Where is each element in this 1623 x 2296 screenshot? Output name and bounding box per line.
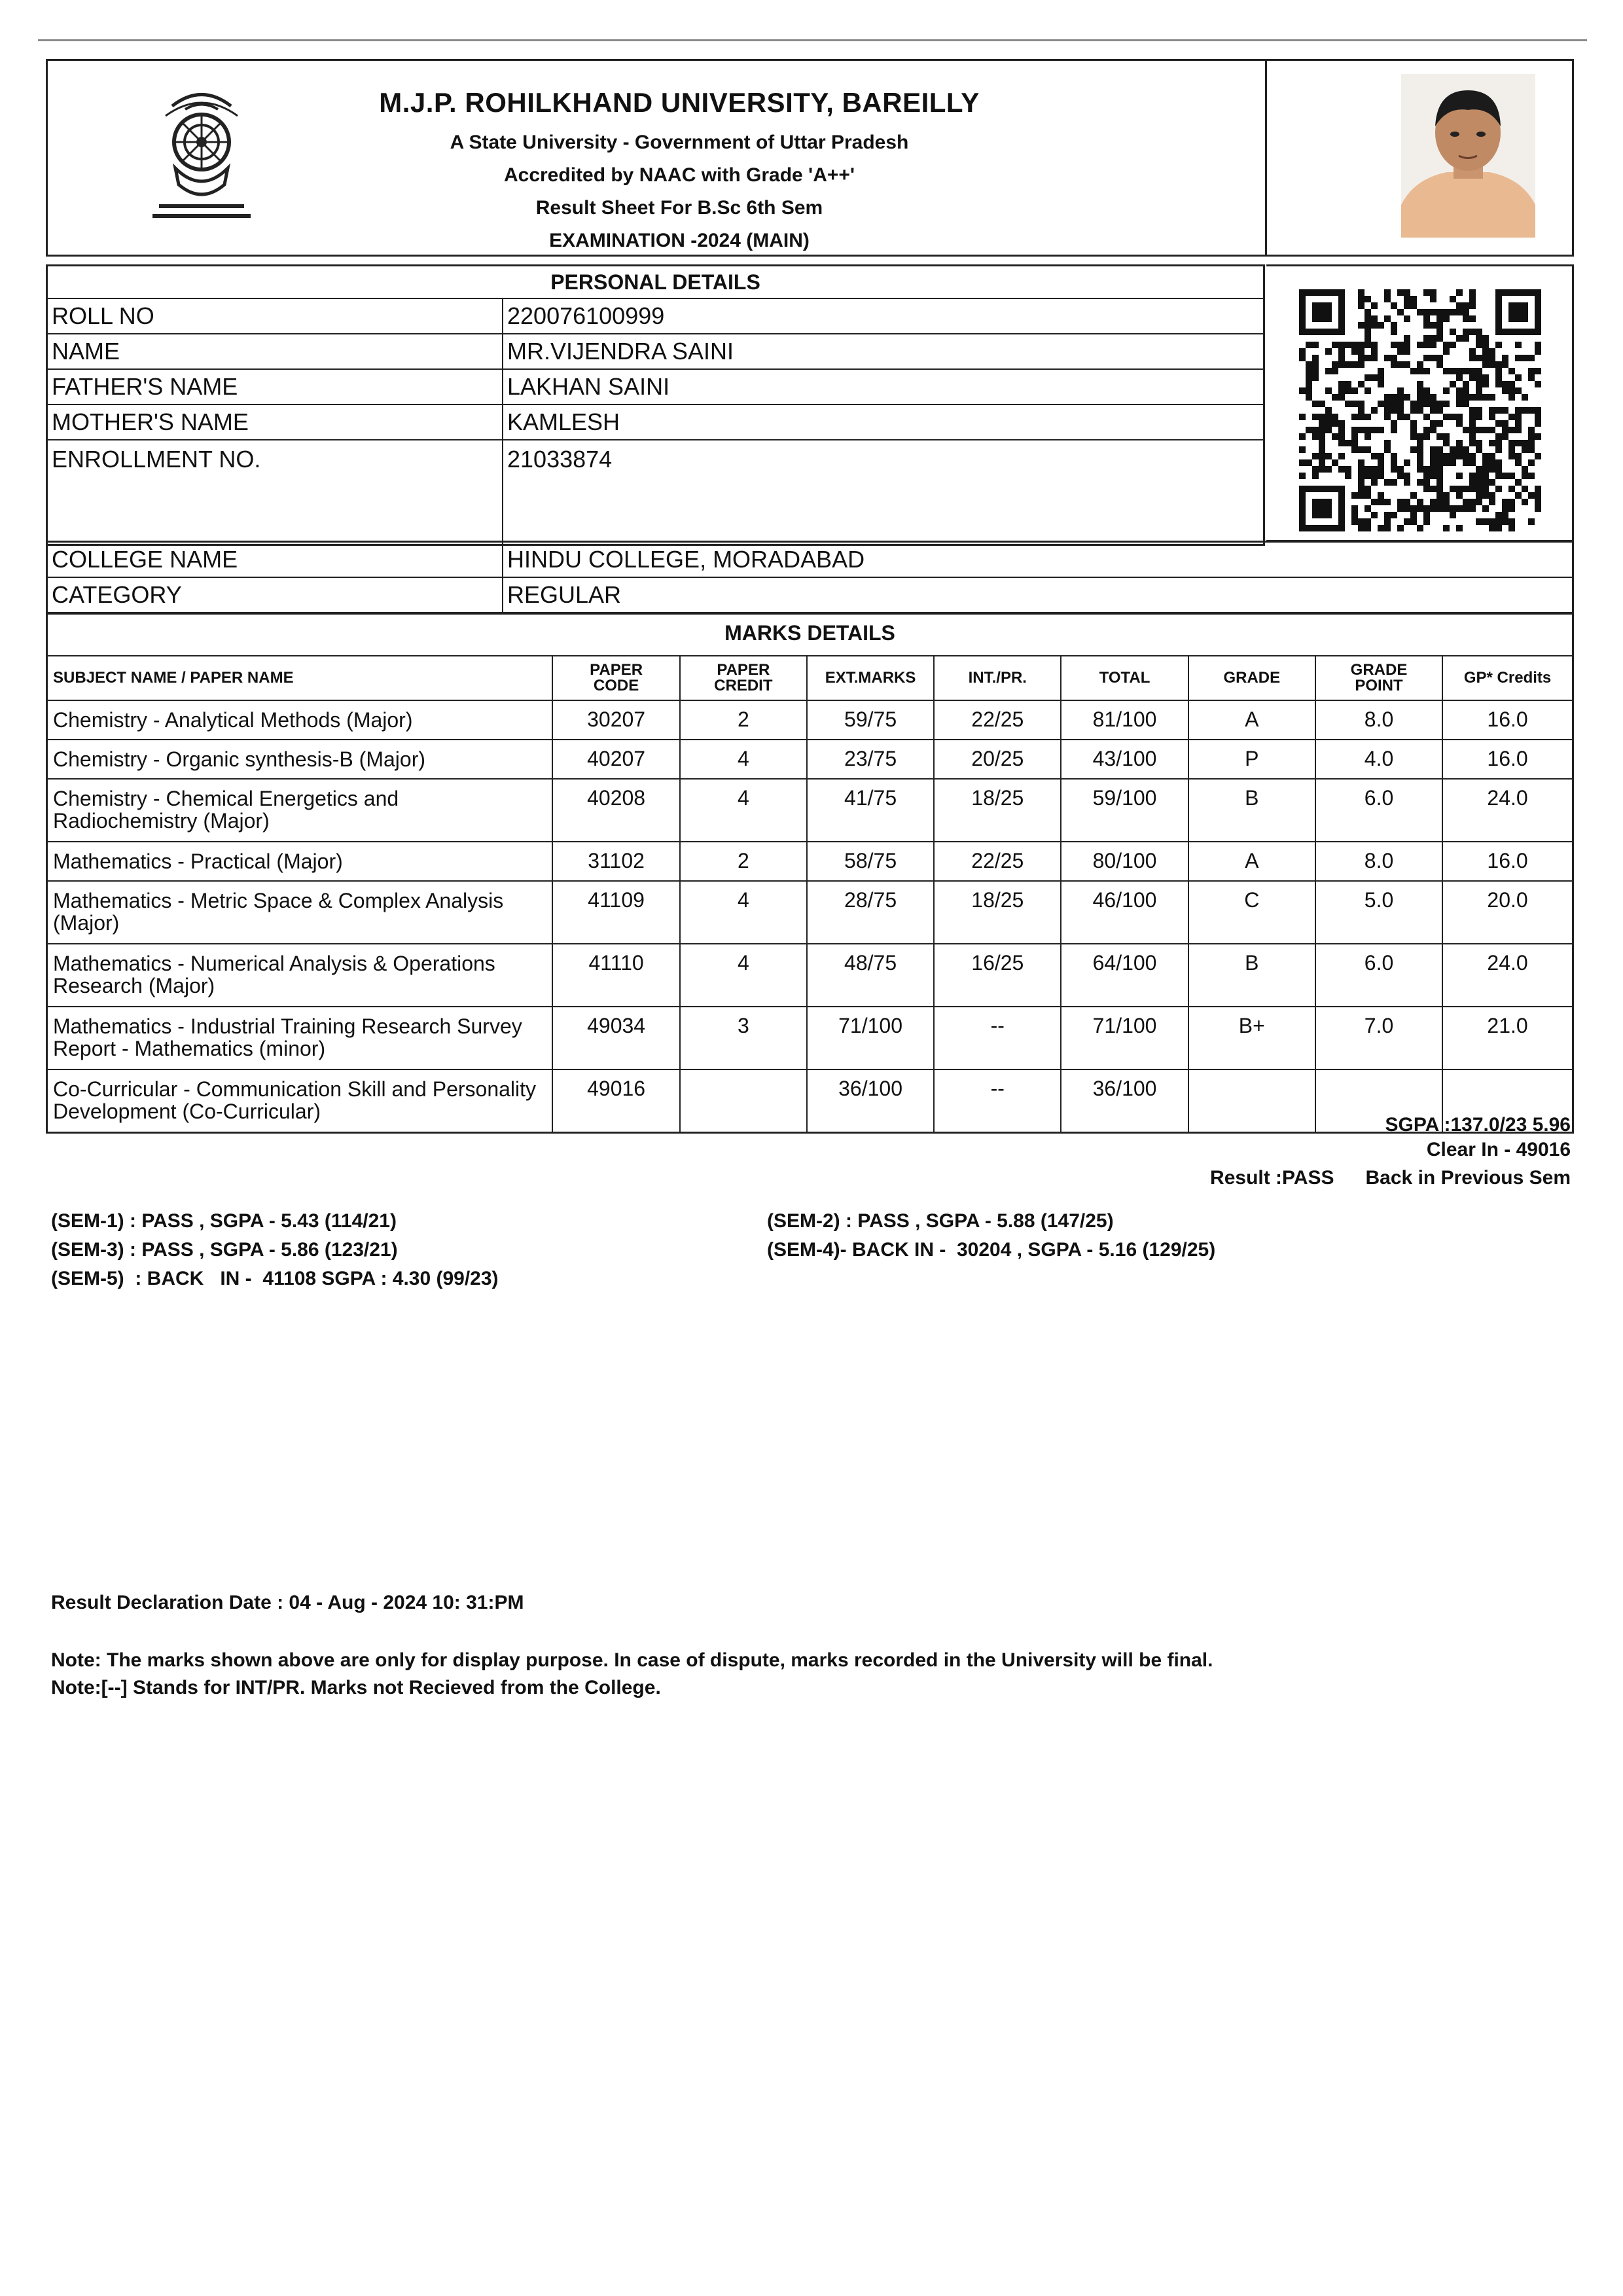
subject-name: Chemistry - Organic synthesis-B (Major)	[47, 740, 553, 779]
sem-3-result: (SEM-3) : PASS , SGPA - 5.86 (123/21)	[51, 1239, 398, 1261]
cell-total: 43/100	[1061, 740, 1188, 779]
cell-ext: 41/75	[807, 779, 934, 842]
col-paper-credit-l2: CREDIT	[714, 677, 773, 694]
back-status: Back in Previous Sem	[1365, 1167, 1571, 1189]
cell-int: --	[934, 1069, 1061, 1133]
col-subject: SUBJECT NAME / PAPER NAME	[47, 656, 553, 700]
col-total: TOTAL	[1061, 656, 1188, 700]
cell-int: 22/25	[934, 842, 1061, 881]
mother-name-label: MOTHER'S NAME	[47, 404, 503, 440]
cell-credit	[680, 1069, 807, 1133]
category-row	[47, 577, 1573, 613]
col-grade-point-l2: POINT	[1355, 677, 1403, 694]
cell-ext: 36/100	[807, 1069, 934, 1133]
table-row	[47, 779, 1573, 842]
top-rule	[38, 39, 1587, 41]
col-paper-code-l1: PAPER	[590, 661, 643, 679]
roll-no-label: ROLL NO	[47, 298, 503, 334]
name-value: MR.VIJENDRA SAINI	[503, 334, 1264, 369]
sem-1-result: (SEM-1) : PASS , SGPA - 5.43 (114/21)	[51, 1210, 397, 1232]
cell-ext: 23/75	[807, 740, 934, 779]
student-photo	[1401, 74, 1535, 238]
note-display-purpose: Note: The marks shown above are only for display purpose. In case of dispute, marks recorded in the University will be final.	[51, 1649, 1213, 1671]
cell-credit: 4	[680, 881, 807, 944]
college-name-value: HINDU COLLEGE, MORADABAD	[503, 542, 1573, 578]
subject-name: Mathematics - Metric Space & Complex Analysis (Major)	[47, 881, 553, 944]
cell-credit: 4	[680, 740, 807, 779]
cell-total: 36/100	[1061, 1069, 1188, 1133]
cell-int: 22/25	[934, 700, 1061, 740]
qr-code-icon	[1299, 289, 1541, 531]
cell-grade: A	[1188, 700, 1315, 740]
photo-cell	[1265, 61, 1574, 255]
cell-code: 41109	[552, 881, 679, 944]
father-name-label: FATHER'S NAME	[47, 369, 503, 404]
clear-in: Clear In - 49016	[1426, 1139, 1571, 1160]
detail-row-name	[47, 334, 1264, 369]
cell-int: --	[934, 1007, 1061, 1069]
previous-sem-left	[51, 1207, 499, 1293]
cell-gpc: 21.0	[1442, 1007, 1573, 1069]
cell-int: 18/25	[934, 779, 1061, 842]
col-grade-point-l1: GRADE	[1350, 661, 1408, 679]
sem-5-result: (SEM-5) : BACK IN - 41108 SGPA : 4.30 (99/23)	[51, 1268, 499, 1289]
col-paper-credit	[680, 656, 807, 700]
cell-credit: 4	[680, 779, 807, 842]
marks-header-row	[47, 656, 1573, 700]
cell-grade	[1188, 1069, 1315, 1133]
subject-name: Mathematics - Practical (Major)	[47, 842, 553, 881]
cell-total: 81/100	[1061, 700, 1188, 740]
table-row	[47, 700, 1573, 740]
table-row	[47, 1069, 1573, 1133]
cell-int: 16/25	[934, 944, 1061, 1007]
sgpa-summary	[1385, 1113, 1571, 1162]
marks-details-heading: MARKS DETAILS	[47, 614, 1573, 656]
cell-int: 20/25	[934, 740, 1061, 779]
cell-grade: B	[1188, 944, 1315, 1007]
cell-code: 49034	[552, 1007, 679, 1069]
category-label: CATEGORY	[47, 577, 503, 613]
cell-credit: 2	[680, 842, 807, 881]
cell-total: 46/100	[1061, 881, 1188, 944]
cell-code: 41110	[552, 944, 679, 1007]
cell-code: 31102	[552, 842, 679, 881]
personal-details-heading: PERSONAL DETAILS	[47, 266, 1264, 299]
cell-grade: A	[1188, 842, 1315, 881]
cell-credit: 2	[680, 700, 807, 740]
previous-sem-right	[767, 1207, 1215, 1265]
subject-name: Co-Curricular - Communication Skill and Personality Development (Co-Curricular)	[47, 1069, 553, 1133]
result-header	[46, 59, 1574, 257]
cell-credit: 4	[680, 944, 807, 1007]
cell-total: 80/100	[1061, 842, 1188, 881]
name-label: NAME	[47, 334, 503, 369]
sem-2-result: (SEM-2) : PASS , SGPA - 5.88 (147/25)	[767, 1210, 1114, 1232]
cell-gpc: 16.0	[1442, 700, 1573, 740]
subject-name: Mathematics - Industrial Training Research Survey Report - Mathematics (minor)	[47, 1007, 553, 1069]
college-table	[46, 541, 1574, 614]
col-ext-marks: EXT.MARKS	[807, 656, 934, 700]
cell-ext: 28/75	[807, 881, 934, 944]
sem-4-result: (SEM-4)- BACK IN - 30204 , SGPA - 5.16 (129/25)	[767, 1239, 1216, 1261]
cell-gp: 6.0	[1315, 944, 1442, 1007]
category-value: REGULAR	[503, 577, 1573, 613]
col-int-pr: INT./PR.	[934, 656, 1061, 700]
cell-code: 30207	[552, 700, 679, 740]
title-block	[244, 87, 1115, 257]
cell-grade: B	[1188, 779, 1315, 842]
cell-credit: 3	[680, 1007, 807, 1069]
cell-code: 40207	[552, 740, 679, 779]
table-row	[47, 881, 1573, 944]
cell-code: 40208	[552, 779, 679, 842]
cell-gpc: 20.0	[1442, 881, 1573, 944]
col-grade-point	[1315, 656, 1442, 700]
sgpa-value: SGPA :137.0/23 5.96	[1385, 1114, 1571, 1136]
father-name-value: LAKHAN SAINI	[503, 369, 1264, 404]
cell-grade: C	[1188, 881, 1315, 944]
roll-no-value: 220076100999	[503, 298, 1264, 334]
cell-gpc: 16.0	[1442, 842, 1573, 881]
cell-gpc: 24.0	[1442, 944, 1573, 1007]
cell-total: 59/100	[1061, 779, 1188, 842]
cell-gp: 7.0	[1315, 1007, 1442, 1069]
col-paper-code-l2: CODE	[593, 677, 639, 694]
cell-ext: 58/75	[807, 842, 934, 881]
qr-cell	[1266, 264, 1574, 542]
subject-name: Chemistry - Chemical Energetics and Radiochemistry (Major)	[47, 779, 553, 842]
cell-total: 64/100	[1061, 944, 1188, 1007]
mother-name-value: KAMLESH	[503, 404, 1264, 440]
marks-details-table	[46, 613, 1574, 1134]
college-name-label: COLLEGE NAME	[47, 542, 503, 578]
cell-grade: B+	[1188, 1007, 1315, 1069]
cell-gpc: 24.0	[1442, 779, 1573, 842]
cell-int: 18/25	[934, 881, 1061, 944]
subject-name: Chemistry - Analytical Methods (Major)	[47, 700, 553, 740]
cell-gp: 6.0	[1315, 779, 1442, 842]
col-grade: GRADE	[1188, 656, 1315, 700]
enrollment-value: 21033874	[503, 440, 1264, 545]
notes	[51, 1647, 1213, 1702]
detail-row-mother	[47, 404, 1264, 440]
cell-gp: 4.0	[1315, 740, 1442, 779]
cell-gp: 5.0	[1315, 881, 1442, 944]
cell-ext: 48/75	[807, 944, 934, 1007]
col-paper-credit-l1: PAPER	[717, 661, 770, 679]
personal-details-table	[46, 264, 1265, 546]
enrollment-label: ENROLLMENT NO.	[47, 440, 503, 545]
col-paper-code	[552, 656, 679, 700]
detail-row-roll	[47, 298, 1264, 334]
college-row	[47, 542, 1573, 578]
cell-gpc: 16.0	[1442, 740, 1573, 779]
cell-total: 71/100	[1061, 1007, 1188, 1069]
table-row	[47, 1007, 1573, 1069]
examination-title: EXAMINATION -2024 (MAIN)	[549, 230, 810, 251]
result-declaration-date: Result Declaration Date : 04 - Aug - 2024 10: 31:PM	[51, 1592, 524, 1613]
detail-row-father	[47, 369, 1264, 404]
accreditation: Accredited by NAAC with Grade 'A++'	[503, 164, 855, 186]
university-status: A State University - Government of Uttar Pradesh	[450, 132, 909, 153]
cell-ext: 71/100	[807, 1007, 934, 1069]
detail-row-enrollment	[47, 440, 1264, 545]
subject-name: Mathematics - Numerical Analysis & Operations Research (Major)	[47, 944, 553, 1007]
result-status: Result :PASS	[1210, 1167, 1334, 1189]
cell-code: 49016	[552, 1069, 679, 1133]
table-row	[47, 740, 1573, 779]
cell-gp: 8.0	[1315, 700, 1442, 740]
cell-gp: 8.0	[1315, 842, 1442, 881]
note-int-pr: Note:[--] Stands for INT/PR. Marks not Recieved from the College.	[51, 1677, 661, 1698]
university-name: M.J.P. ROHILKHAND UNIVERSITY, BAREILLY	[379, 87, 980, 118]
table-row	[47, 944, 1573, 1007]
cell-grade: P	[1188, 740, 1315, 779]
col-gp-credits: GP* Credits	[1442, 656, 1573, 700]
table-row	[47, 842, 1573, 881]
result-line	[1179, 1167, 1571, 1189]
result-sheet-title: Result Sheet For B.Sc 6th Sem	[535, 197, 823, 219]
cell-ext: 59/75	[807, 700, 934, 740]
